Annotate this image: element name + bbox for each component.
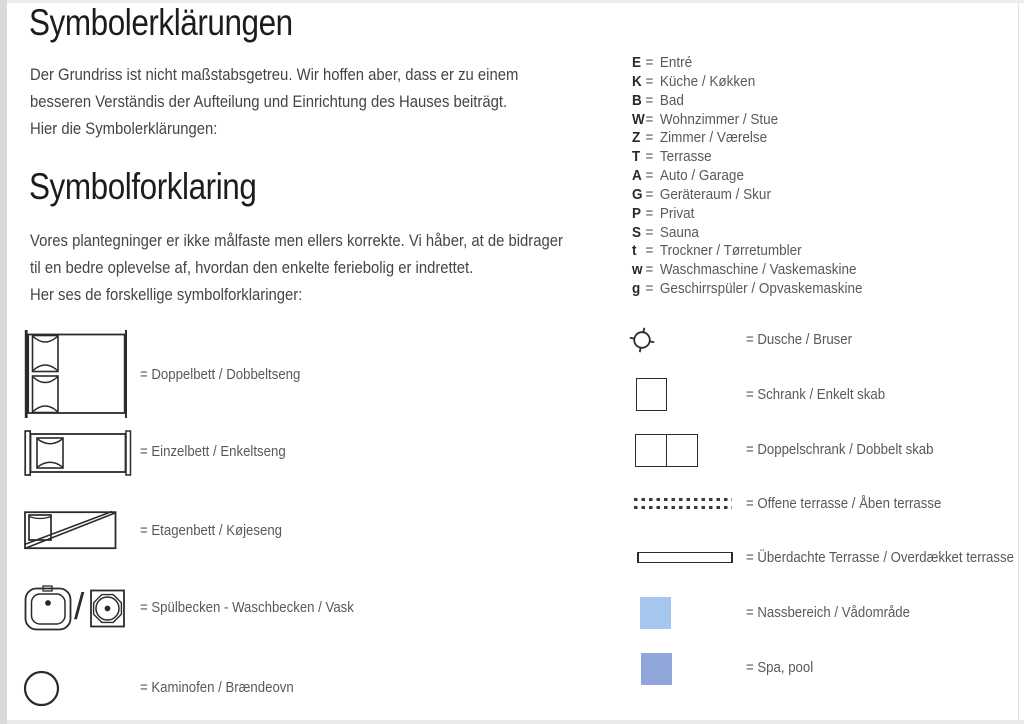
- room-code-letter: S: [632, 223, 642, 241]
- room-code-list: [632, 54, 862, 299]
- room-code-row: [632, 167, 862, 186]
- legend-label-single-bed: = Einzelbett / Enkeltseng: [140, 443, 286, 460]
- room-code-row: [632, 92, 862, 111]
- room-code-row: [632, 205, 862, 224]
- legend-label-double-bed: = Doppelbett / Dobbeltseng: [140, 366, 301, 383]
- equals-sign: =: [645, 129, 654, 147]
- room-code-row: [632, 148, 862, 167]
- room-code-label: Auto / Garage: [659, 167, 744, 185]
- room-code-label: Waschmaschine / Vaskemaskine: [659, 261, 857, 279]
- intro-danish-line: til en bedre oplevelse af, hvordan den enkelte feriebolig er indrettet.: [30, 259, 474, 277]
- wet-area-swatch: [640, 597, 671, 629]
- room-code-letter: B: [632, 91, 642, 109]
- room-code-letter: P: [632, 204, 642, 222]
- intro-danish-line: Her ses de forskellige symbolforklaringer:: [30, 286, 303, 304]
- equals-sign: =: [645, 223, 654, 241]
- room-code-letter: w: [632, 261, 643, 279]
- equals-sign: =: [645, 148, 654, 166]
- shower-icon: [628, 326, 656, 354]
- room-code-row: [632, 261, 862, 280]
- intro-german-line: besseren Verständis der Aufteilung und Einrichtung des Hauses beiträgt.: [30, 93, 508, 111]
- slash-separator: /: [74, 586, 85, 627]
- wood-stove-icon: [22, 669, 62, 709]
- intro-german-line: Hier die Symbolerklärungen:: [30, 120, 218, 138]
- double-bed-icon: [24, 330, 128, 418]
- equals-sign: =: [645, 110, 654, 128]
- page-edge-bottom: [7, 720, 1024, 724]
- room-code-label: Geschirrspüler / Opvaskemaskine: [659, 280, 863, 298]
- room-code-label: Geräteraum / Skur: [659, 185, 771, 203]
- room-code-letter: Z: [632, 129, 641, 147]
- equals-sign: =: [645, 185, 654, 203]
- single-bed-icon: [24, 430, 132, 476]
- intro-danish-line: Vores plantegninger er ikke målfaste men ellers korrekte. Vi håber, at de bidrager: [30, 232, 563, 250]
- legend-label-sink: = Spülbecken - Waschbecken / Vask: [140, 599, 354, 616]
- intro-danish: [30, 228, 563, 309]
- legend-label-wet-area: = Nassbereich / Vådområde: [746, 604, 910, 621]
- room-code-letter: W: [632, 110, 645, 128]
- equals-sign: =: [645, 242, 654, 260]
- room-code-label: Sauna: [659, 223, 699, 241]
- spa-pool-swatch: [641, 653, 672, 685]
- room-code-row: [632, 186, 862, 205]
- equals-sign: =: [645, 91, 654, 109]
- wardrobe-cell: [636, 435, 667, 466]
- bunk-bed-icon: [24, 510, 117, 550]
- equals-sign: =: [645, 72, 654, 90]
- dash-row: [634, 506, 732, 509]
- legend-label-wood-stove: = Kaminofen / Brændeovn: [140, 679, 294, 696]
- legend-label-single-wardrobe: = Schrank / Enkelt skab: [746, 386, 886, 403]
- wardrobe-cell: [667, 435, 697, 466]
- room-code-label: Entré: [659, 54, 693, 71]
- dash-row: [634, 498, 732, 501]
- legend-label-double-wardrobe: = Doppelschrank / Dobbelt skab: [746, 441, 934, 458]
- room-code-label: Zimmer / Værelse: [659, 129, 768, 147]
- equals-sign: =: [645, 167, 654, 185]
- equals-sign: =: [645, 280, 654, 298]
- room-code-letter: E: [632, 54, 642, 71]
- equals-sign: =: [645, 54, 654, 71]
- room-code-letter: K: [632, 72, 642, 90]
- double-wardrobe-icon: [635, 434, 698, 467]
- room-code-row: [632, 280, 862, 299]
- room-code-label: Privat: [659, 204, 695, 222]
- page-title-german: Symbolerklärungen: [29, 2, 293, 43]
- room-code-row: [632, 54, 862, 73]
- room-code-label: Bad: [659, 91, 684, 109]
- page-edge-left: [0, 0, 7, 724]
- equals-sign: =: [645, 261, 654, 279]
- room-code-label: Trockner / Tørretumbler: [659, 242, 802, 260]
- legend-label-covered-terrace: = Überdachte Terrasse / Overdækket terrasse: [746, 549, 1014, 566]
- room-code-row: [632, 73, 862, 92]
- legend-label-shower: = Dusche / Bruser: [746, 331, 853, 348]
- room-code-label: Küche / Køkken: [659, 72, 756, 90]
- sink-washbasin-icon: [24, 585, 72, 632]
- room-code-row: [632, 224, 862, 243]
- room-code-letter: A: [632, 167, 642, 185]
- room-code-letter: T: [632, 148, 641, 166]
- open-terrace-icon: [634, 498, 732, 509]
- equals-sign: =: [645, 204, 654, 222]
- single-wardrobe-icon: [636, 378, 667, 411]
- page-title-danish: Symbolforklaring: [29, 166, 257, 207]
- intro-german-line: Der Grundriss ist nicht maßstabsgetreu. Wir hoffen aber, dass er zu einem: [30, 66, 519, 84]
- room-code-label: Wohnzimmer / Stue: [659, 110, 779, 128]
- room-code-letter: t: [632, 242, 637, 260]
- page-edge-right: [1018, 3, 1019, 720]
- covered-terrace-icon: [637, 552, 733, 563]
- washbasin-round-icon: [90, 589, 125, 628]
- room-code-label: Terrasse: [659, 148, 712, 166]
- room-code-row: [632, 242, 862, 261]
- room-code-letter: g: [632, 280, 641, 298]
- intro-german: [30, 62, 518, 143]
- room-code-letter: G: [632, 185, 643, 203]
- legend-label-spa-pool: = Spa, pool: [746, 659, 814, 676]
- room-code-row: [632, 111, 862, 130]
- room-code-row: [632, 129, 862, 148]
- legend-label-bunk-bed: = Etagenbett / Køjeseng: [140, 522, 283, 539]
- legend-label-open-terrace: = Offene terrasse / Åben terrasse: [746, 495, 942, 512]
